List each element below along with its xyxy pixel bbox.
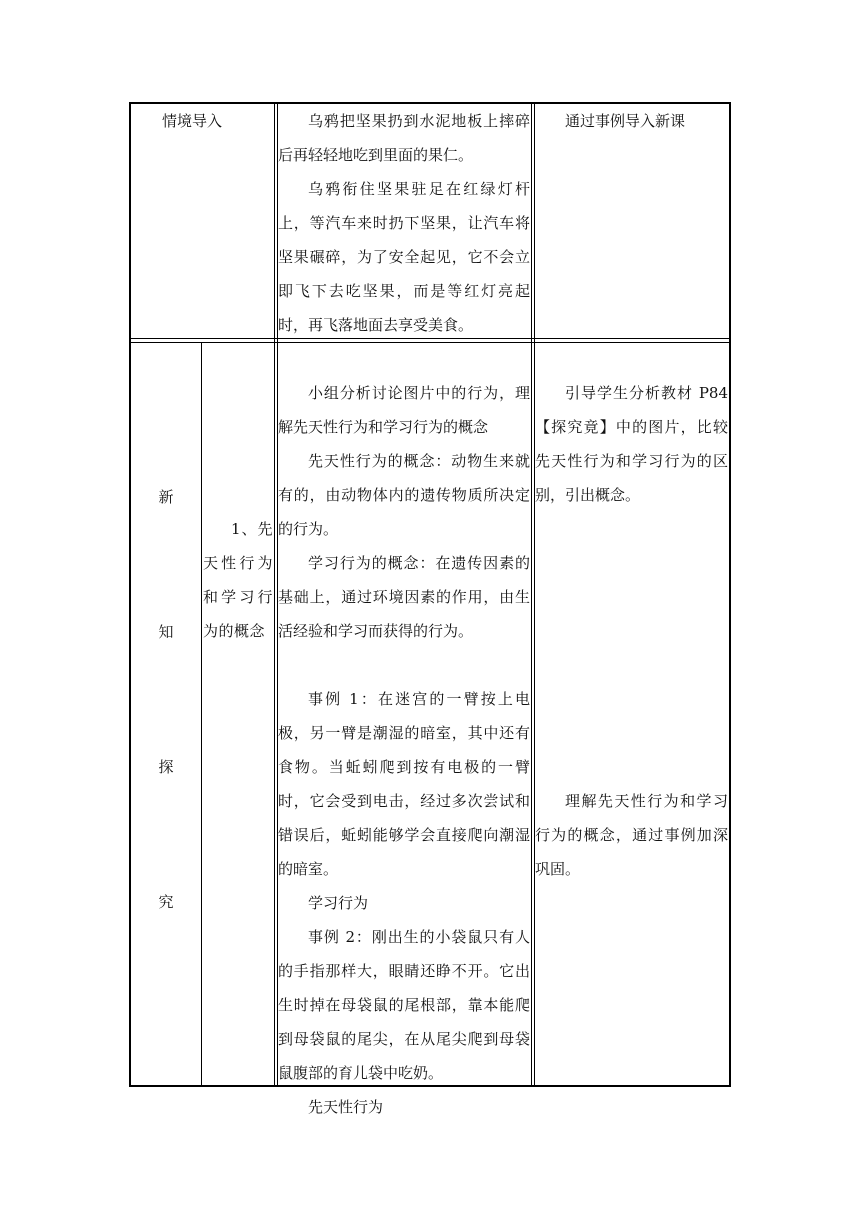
- stage-char-tan: 探: [158, 758, 174, 776]
- row1-content-cell: [278, 104, 530, 342]
- content-answer: 学习行为: [308, 894, 369, 912]
- intent-paragraph: 理解先天性行为和学习行为的概念，通过事例加深巩固。: [535, 792, 728, 878]
- content-answer: 先天性行为: [308, 1098, 384, 1116]
- table-col-divider-content-outer: [274, 102, 275, 1087]
- row1-intent-cell: [565, 104, 727, 138]
- row2-intent-cell-top: [535, 376, 728, 512]
- table-border-left: [129, 102, 131, 1087]
- row1-content-paragraph: 乌鸦把坚果扔到水泥地板上摔碎后再轻轻地吃到里面的果仁。: [278, 112, 530, 164]
- row1-intent-text: 通过事例导入新课: [565, 112, 686, 130]
- section-title-cell: [203, 512, 273, 648]
- row1-stage-label: 情境导入: [162, 112, 223, 130]
- content-paragraph: 学习行为的概念：在遗传因素的基础上，通过环境因素的作用，由生活经验和学习而获得的行为。: [278, 554, 530, 640]
- stage-char-zhi: 知: [158, 623, 174, 641]
- content-paragraph: 先天性行为的概念：动物生来就有的，由动物体内的遗传物质所决定的行为。: [278, 452, 530, 538]
- table-col-divider-intent-outer: [531, 102, 532, 1087]
- row1-stage-cell: [162, 104, 272, 138]
- section-title: 1、先天性行为和学习行为的概念: [203, 520, 273, 640]
- content-paragraph: 事例 2：刚出生的小袋鼠只有人的手指那样大，眼睛还睁不开。它出生时掉在母袋鼠的尾根部，靠本能爬到母袋鼠的尾尖，在从尾尖爬到母袋鼠腹部的育儿袋中吃奶。: [278, 928, 530, 1082]
- row2-content-cell: [278, 376, 530, 1124]
- content-paragraph: 小组分析讨论图片中的行为，理解先天性行为和学习行为的概念: [278, 384, 530, 436]
- row2-intent-cell-bottom: [535, 784, 728, 886]
- blank-line: [278, 648, 530, 682]
- table-col-divider-intent-inner: [534, 102, 535, 1087]
- intent-paragraph: 引导学生分析教材 P84【探究竟】中的图片，比较先天性行为和学习行为的区别，引出概念。: [535, 384, 728, 504]
- stage-char-jiu: 究: [158, 893, 174, 911]
- content-paragraph: 事例 1：在迷宫的一臂按上电极，另一臂是潮湿的暗室，其中还有食物。当蚯蚓爬到按有电极的一臂时，它会受到电击，经过多次尝试和错误后，蚯蚓能够学会直接爬向潮湿的暗室。: [278, 690, 530, 878]
- stage-char-xin: 新: [158, 488, 174, 506]
- table-col-divider-stage: [201, 342, 202, 1087]
- table-border-right: [729, 102, 731, 1087]
- table-row-divider-inner: [129, 342, 731, 343]
- row1-content-paragraph: 乌鸦衔住坚果驻足在红绿灯杆上，等汽车来时扔下坚果，让汽车将坚果碾碎，为了安全起见，它不会立即飞下去吃坚果，而是等红灯亮起时，再飞落地面去享受美食。: [278, 180, 530, 334]
